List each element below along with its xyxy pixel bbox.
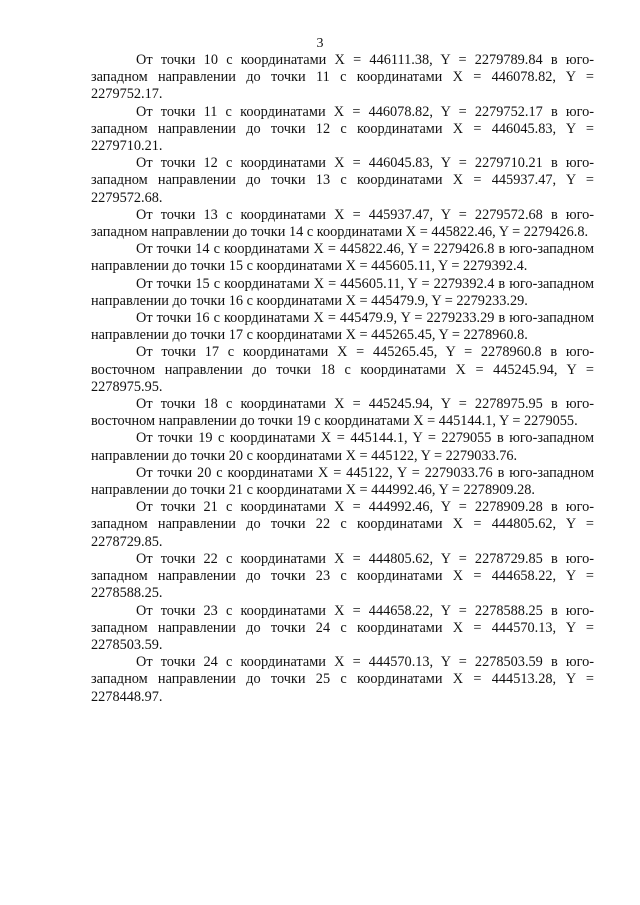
boundary-paragraph: От точки 13 с координатами X = 445937.47, Y = 2279572.68 в юго-западном направлении до точки 14 с координатами X = 445822.46, Y = 2279426.8.: [91, 206, 594, 241]
boundary-paragraph: От точки 22 с координатами X = 444805.62, Y = 2278729.85 в юго-западном направлении до точки 23 с координатами X = 444658.22, Y = 2278588.25.: [91, 550, 594, 602]
boundary-paragraph: От точки 20 с координатами X = 445122, Y = 2279033.76 в юго-западном направлении до точки 21 с координатами X = 444992.46, Y = 2278909.28.: [91, 464, 594, 499]
boundary-paragraph: От точки 24 с координатами X = 444570.13, Y = 2278503.59 в юго-западном направлении до точки 25 с координатами X = 444513.28, Y = 2278448.97.: [91, 654, 594, 705]
boundary-paragraph: От точки 23 с координатами X = 444658.22, Y = 2278588.25 в юго-западном направлении до точки 24 с координатами X = 444570.13, Y = 2278503.59.: [91, 602, 594, 653]
boundary-paragraph: От точки 17 с координатами X = 445265.45, Y = 2278960.8 в юго-восточном направлении до точки 18 с координатами X = 445245.94, Y = 2278975.95.: [91, 344, 594, 395]
document-body: [91, 52, 594, 706]
page-number: 3: [316, 36, 324, 51]
boundary-paragraph: От точки 15 с координатами X = 445605.11, Y = 2279392.4 в юго-западном направлении до точки 16 с координатами X = 445479.9, Y = 2279233.29.: [91, 275, 594, 309]
boundary-paragraph: От точки 12 с координатами X = 446045.83, Y = 2279710.21 в юго-западном направлении до точки 13 с координатами X = 445937.47, Y = 2279572.68.: [91, 155, 594, 206]
boundary-paragraph: От точки 14 с координатами X = 445822.46, Y = 2279426.8 в юго-западном направлении до точки 15 с координатами X = 445605.11, Y = 2279392.4.: [91, 241, 594, 275]
boundary-paragraph: От точки 19 с координатами X = 445144.1, Y = 2279055 в юго-западном направлении до точки 20 с координатами X = 445122, Y = 2279033.76.: [91, 430, 594, 464]
boundary-paragraph: От точки 10 с координатами X = 446111.38, Y = 2279789.84 в юго-западном направлении до точки 11 с координатами X = 446078.82, Y = 2279752.17.: [91, 52, 594, 103]
boundary-paragraph: От точки 18 с координатами X = 445245.94, Y = 2278975.95 в юго-восточном направлении до точки 19 с координатами X = 445144.1, Y = 2279055.: [91, 396, 594, 430]
boundary-paragraph: От точки 16 с координатами X = 445479.9, Y = 2279233.29 в юго-западном направлении до точки 17 с координатами X = 445265.45, Y = 2278960.8.: [91, 310, 594, 344]
boundary-paragraph: От точки 21 с координатами X = 444992.46, Y = 2278909.28 в юго-западном направлении до точки 22 с координатами X = 444805.62, Y = 2278729.85.: [91, 499, 594, 550]
boundary-paragraph: От точки 11 с координатами X = 446078.82, Y = 2279752.17 в юго-западном направлении до точки 12 с координатами X = 446045.83, Y = 2279710.21.: [91, 103, 594, 155]
